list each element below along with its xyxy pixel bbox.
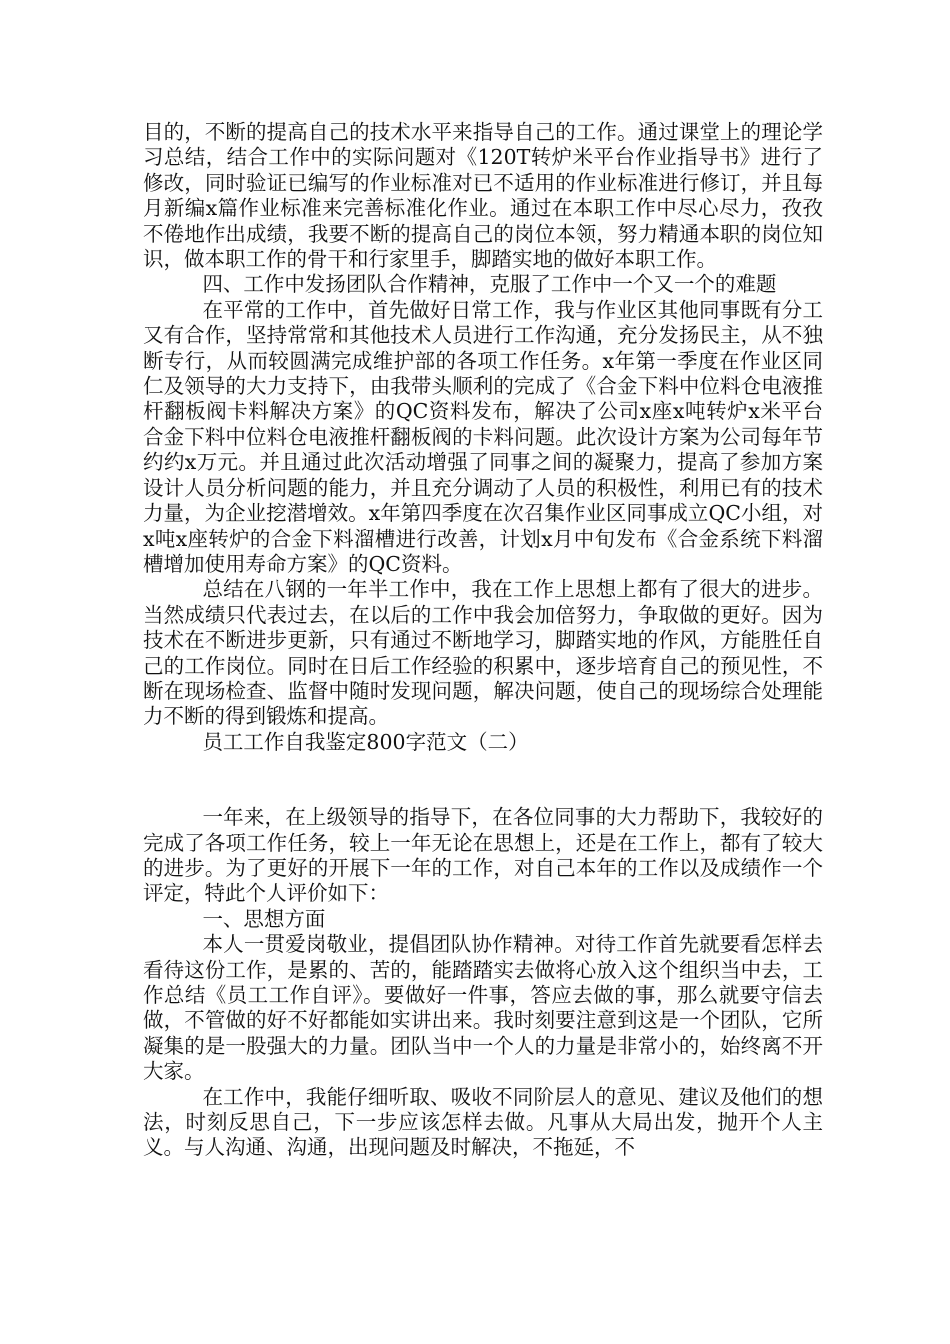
- section-heading-teamwork: 四、工作中发扬团队合作精神，克服了工作中一个又一个的难题: [202, 272, 777, 297]
- paragraph-teamwork: 在平常的工作中，首先做好日常工作，我与作业区其他同事既有分工又有合作，坚持常常和其他技术人员进行工作沟通，充分发扬民主，从不独断专行，从而较圆满完成维护部的各项工作任务。x年第一季度在作业区同仁及领导的大力支持下，由我带头顺利的完成了《合金下料中位料仓电液推杆翻板阀卡料解决方案》的QC资料发布，解决了公司x座x吨转炉x米平台合金下料中位料仓电液推杆翻板阀的卡料问题。此次设计方案为公司每年节约约x万元。并且通过此次活动增强了同事之间的凝聚力，提高了参加方案设计人员分析问题的能力，并且充分调动了人员的积极性，利用已有的技术力量，为企业挖潜增效。x年第四季度在次召集作业区同事成立QC小组，对x吨x座转炉的合金下料溜槽进行改善，计划x月中旬发布《合金系统下料溜槽增加使用寿命方案》的QC资料。: [143, 297, 823, 576]
- article-title-2: 员工工作自我鉴定800字范文（二）: [202, 729, 529, 754]
- section-heading-thought: 一、思想方面: [202, 906, 326, 931]
- paragraph-continuation: 目的，不断的提高自己的技术水平来指导自己的工作。通过课堂上的理论学习总结，结合工作中的实际问题对《120T转炉米平台作业指导书》进行了修改，同时验证已编写的作业标准对已不适用的作业标准进行修订，并且每月新编x篇作业标准来完善标准化作业。通过在本职工作中尽心尽力，孜孜不倦地作出成绩，我要不断的提高自己的岗位本领，努力精通本职的岗位知识，做本职工作的骨干和行家里手，脚踏实地的做好本职工作。: [143, 120, 823, 272]
- blank-line: [143, 755, 823, 805]
- paragraph-intro: 一年来，在上级领导的指导下，在各位同事的大力帮助下，我较好的完成了各项工作任务，较上一年无论在思想上，还是在工作上，都有了较大的进步。为了更好的开展下一年的工作，对自己本年的工作以及成绩作一个评定，特此个人评价如下：: [143, 805, 823, 906]
- document-page: [143, 120, 823, 1161]
- paragraph-thought: 本人一贯爱岗敬业，提倡团队协作精神。对待工作首先就要看怎样去看待这份工作，是累的、苦的，能踏踏实去做将心放入这个组织当中去，工作总结《员工工作自评》。要做好一件事，答应去做的事，那么就要守信去做，不管做的好不好都能如实讲出来。我时刻要注意到这是一个团队，它所凝集的是一股强大的力量。团队当中一个人的力量是非常小的，始终离不开大家。: [143, 932, 823, 1084]
- paragraph-work: 在工作中，我能仔细听取、吸收不同阶层人的意见、建议及他们的想法，时刻反思自己，下一步应该怎样去做。凡事从大局出发，抛开个人主义。与人沟通、沟通，出现问题及时解决，不拖延，不: [143, 1084, 823, 1160]
- paragraph-summary: 总结在八钢的一年半工作中，我在工作上思想上都有了很大的进步。当然成绩只代表过去，在以后的工作中我会加倍努力，争取做的更好。因为技术在不断进步更新，只有通过不断地学习，脚踏实地的作风，方能胜任自己的工作岗位。同时在日后工作经验的积累中，逐步培育自己的预见性，不断在现场检查、监督中随时发现问题，解决问题，使自己的现场综合处理能力不断的得到锻炼和提高。: [143, 577, 823, 729]
